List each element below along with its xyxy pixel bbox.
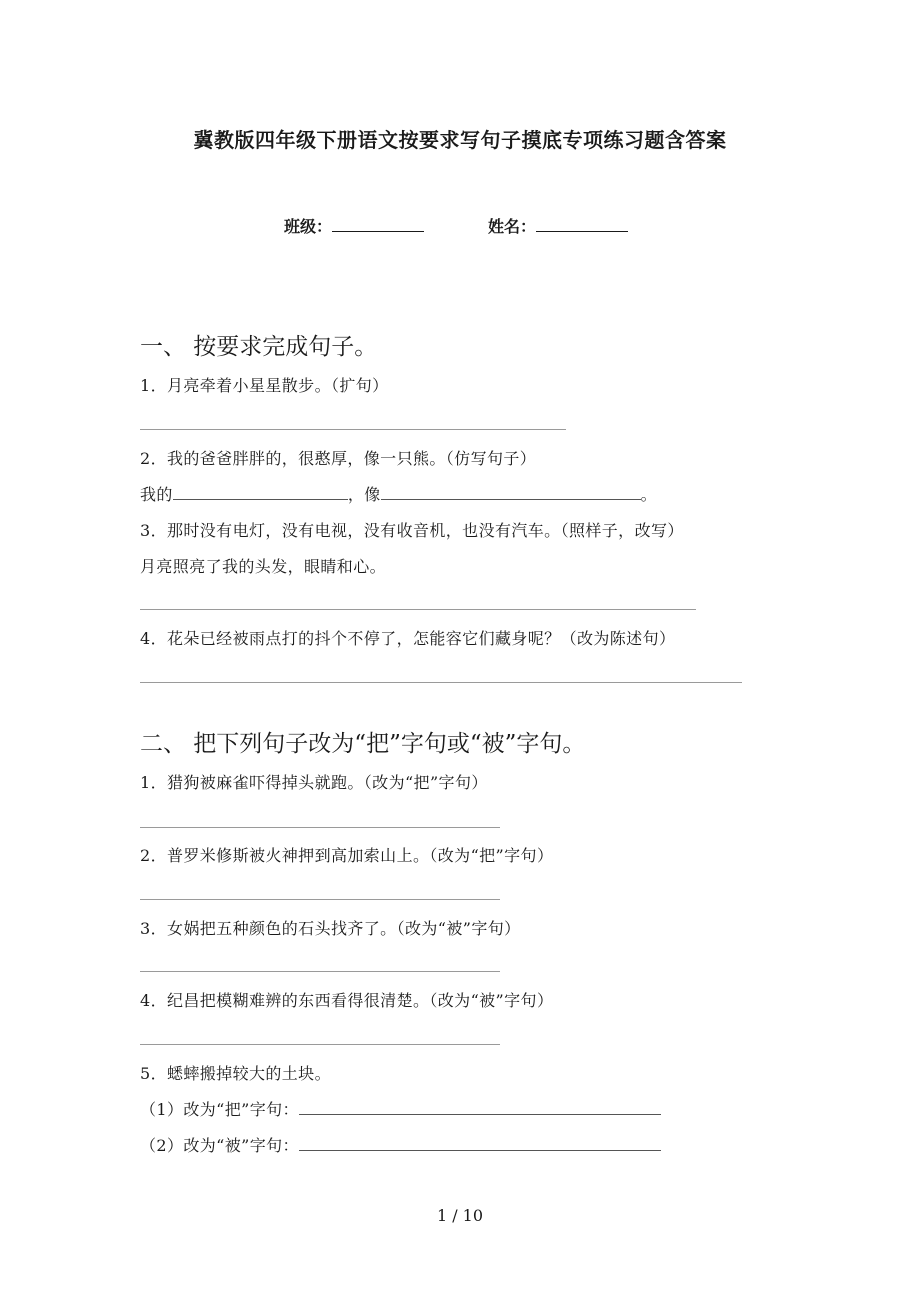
s2-question-4: 4．纪昌把模糊难辨的东西看得很清楚。（改为“被”字句）	[140, 991, 554, 1010]
s1-question-4: 4．花朵已经被雨点打的抖个不停了，怎能容它们藏身呢？（改为陈述句）	[140, 629, 676, 648]
section-1-heading: 一、 按要求完成句子。	[140, 334, 378, 360]
page-number: 1 / 10	[436, 1206, 484, 1225]
s2-q1-answer-line[interactable]	[140, 827, 500, 828]
s2-q5-part-2-blank[interactable]	[299, 1136, 661, 1151]
s2-q4-answer-line[interactable]	[140, 1044, 500, 1045]
s2-q5-part-1-label: （1）改为“把”字句：	[140, 1100, 299, 1119]
name-blank[interactable]	[536, 215, 628, 232]
s2-question-3: 3．女娲把五种颜色的石头找齐了。（改为“被”字句）	[140, 919, 521, 938]
s1-q2-suffix: 。	[640, 485, 658, 504]
page-title: 冀教版四年级下册语文按要求写句子摸底专项练习题含答案	[193, 128, 727, 152]
s1-q2-prefix: 我的	[140, 485, 173, 504]
s1-q1-answer-line[interactable]	[140, 429, 566, 430]
s1-q3-example: 月亮照亮了我的头发，眼睛和心。	[140, 557, 387, 576]
s1-q2-fill-row	[140, 482, 657, 505]
s2-q3-answer-line[interactable]	[140, 971, 500, 972]
s1-q2-blank-2[interactable]	[381, 485, 641, 500]
class-label: 班级：	[284, 217, 333, 236]
name-field	[488, 214, 628, 237]
s2-q2-answer-line[interactable]	[140, 899, 500, 900]
s2-q5-part-1-blank[interactable]	[299, 1100, 661, 1115]
s2-question-5: 5．蟋蟀搬掉较大的土块。	[140, 1064, 331, 1083]
s1-q3-answer-line[interactable]	[140, 609, 696, 610]
s2-question-1: 1．猎狗被麻雀吓得掉头就跑。（改为“把”字句）	[140, 773, 488, 792]
section-2-heading: 二、 把下列句子改为“把”字句或“被”字句。	[140, 731, 586, 757]
s2-question-2: 2．普罗米修斯被火神押到高加索山上。（改为“把”字句）	[140, 846, 554, 865]
s2-q5-part-2	[140, 1133, 661, 1156]
s2-q5-part-2-label: （2）改为“被”字句：	[140, 1136, 299, 1155]
s1-q2-middle: ，像	[347, 485, 381, 504]
s1-question-3: 3．那时没有电灯，没有电视，没有收音机，也没有汽车。（照样子，改写）	[140, 521, 684, 540]
class-field	[284, 214, 424, 237]
s1-question-1: 1．月亮牵着小星星散步。（扩句）	[140, 376, 389, 395]
s2-q5-part-1	[140, 1097, 661, 1120]
name-label: 姓名：	[488, 217, 537, 236]
s1-q4-answer-line[interactable]	[140, 682, 742, 683]
s1-q2-blank-1[interactable]	[173, 485, 348, 500]
s1-question-2: 2．我的爸爸胖胖的，很憨厚，像一只熊。（仿写句子）	[140, 449, 537, 468]
class-blank[interactable]	[332, 215, 424, 232]
